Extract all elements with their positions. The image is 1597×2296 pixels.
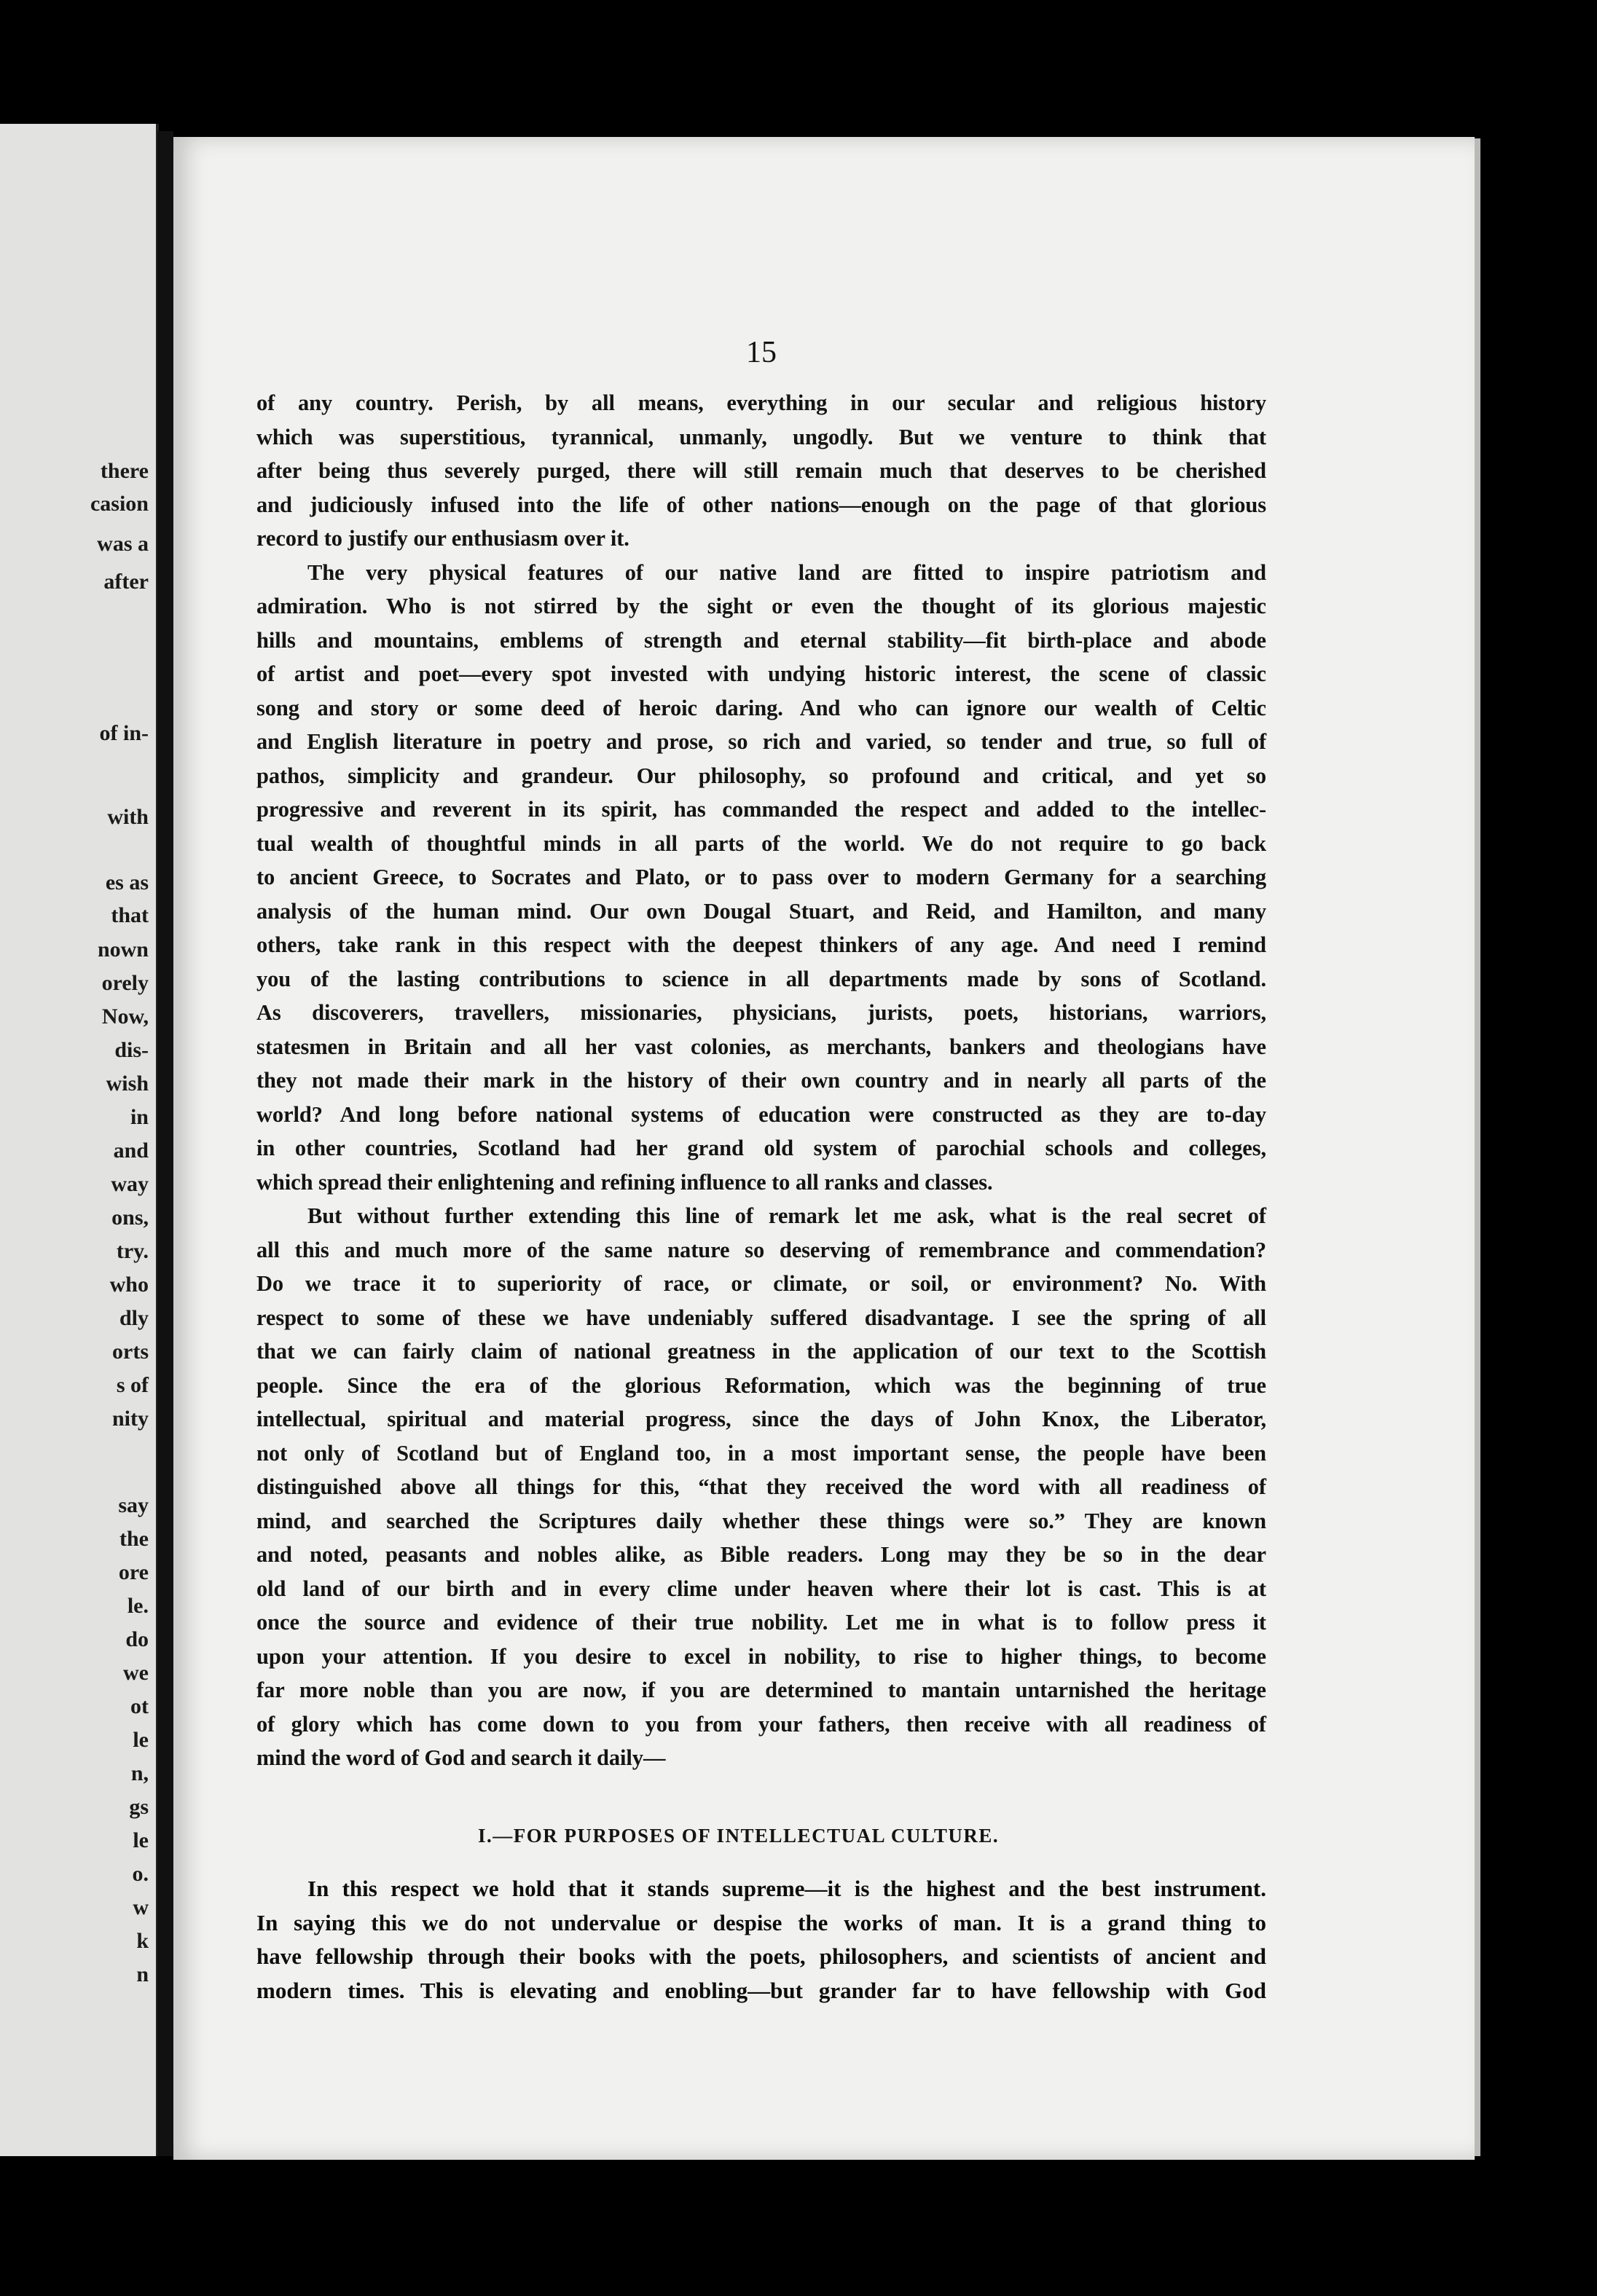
left-page-fragment: way xyxy=(111,1172,149,1196)
text-line: progressive and reverent in its spirit, has commanded the respect and added to the intellec- xyxy=(256,797,1266,822)
text-line: old land of our birth and in every clime under heaven where their lot is cast. This is at xyxy=(256,1576,1266,1601)
text-line: which was superstitious, tyrannical, unmanly, ungodly. But we venture to think that xyxy=(256,424,1266,449)
text-line: hills and mountains, emblems of strength and eternal stability—fit birth-place and abode xyxy=(256,627,1266,653)
text-line: have fellowship through their books with the poets, philosophers, and scientists of ancient and xyxy=(256,1943,1266,1969)
left-page-fragment: le xyxy=(133,1728,149,1752)
left-page-fragment: ore xyxy=(118,1560,149,1584)
text-line: respect to some of these we have undeniably suffered disadvantage. I see the spring of all xyxy=(256,1305,1266,1330)
page-edge xyxy=(1475,138,1480,2156)
left-page-fragment: nity xyxy=(111,1407,149,1431)
left-page-fragment: who xyxy=(109,1273,149,1297)
text-line: and judiciously infused into the life of other nations—enough on the page of that glorious xyxy=(256,492,1266,517)
left-page-fragment: le xyxy=(133,1828,149,1852)
text-line: tual wealth of thoughtful minds in all parts of the world. We do not require to go back xyxy=(256,830,1266,856)
left-page-fragment: n, xyxy=(130,1761,149,1785)
text-line: once the source and evidence of their true nobility. Let me in what is to follow press it xyxy=(256,1610,1266,1635)
section-heading: I.—FOR PURPOSES OF INTELLECTUAL CULTURE. xyxy=(478,1825,1000,1847)
left-page-fragment: try. xyxy=(116,1239,149,1263)
text-line: upon your attention. If you desire to excel in nobility, to rise to higher things, to become xyxy=(256,1643,1266,1669)
left-page-fragment: casion xyxy=(90,492,149,516)
left-page-fragment: dis- xyxy=(114,1038,149,1062)
text-line: intellectual, spiritual and material progress, since the days of John Knox, the Liberator, xyxy=(256,1407,1266,1431)
left-page-fragment: was a xyxy=(97,532,149,556)
text-line: which spread their enlightening and refining influence to all ranks and classes. xyxy=(256,1169,993,1195)
text-line: distinguished above all things for this, “that they received the word with all readiness of xyxy=(256,1474,1266,1499)
text-line: far more noble than you are now, if you are determined to mantain untarnished the heritage xyxy=(256,1678,1266,1702)
left-page-fragment: Now, xyxy=(101,1004,149,1029)
page-number: 15 xyxy=(746,336,777,369)
left-facing-page xyxy=(0,124,159,2156)
left-page-fragment: gs xyxy=(129,1795,149,1819)
text-line: record to justify our enthusiasm over it. xyxy=(256,526,629,551)
text-line: The very physical features of our native land are fitted to inspire patriotism and xyxy=(307,559,1266,585)
paragraph xyxy=(256,1872,1266,2008)
text-line: As discoverers, travellers, missionaries, physicians, jurists, poets, historians, warriors, xyxy=(256,1000,1266,1025)
left-page-fragment: ot xyxy=(130,1694,149,1718)
body-text xyxy=(256,386,1266,1775)
left-page-fragment: wish xyxy=(106,1072,149,1096)
text-line: of any country. Perish, by all means, everything in our secular and religious history xyxy=(256,390,1266,415)
text-line: that we can fairly claim of national greatness in the application of our text to the Scottish xyxy=(256,1339,1266,1364)
left-page-fragment: es as xyxy=(105,870,149,895)
left-page-fragment: le. xyxy=(127,1594,149,1618)
text-line: mind the word of God and search it daily— xyxy=(256,1745,666,1770)
text-line: Do we trace it to superiority of race, or climate, or soil, or environment? No. With xyxy=(256,1271,1266,1296)
text-line: they not made their mark in the history of their own country and in nearly all parts of the xyxy=(256,1068,1266,1093)
text-line: world? And long before national systems of education were constructed as they are to-day xyxy=(256,1101,1266,1127)
left-page-fragment: n xyxy=(136,1962,149,1986)
paragraph xyxy=(256,556,1266,1200)
text-line: after being thus severely purged, there will still remain much that deserves to be cherished xyxy=(256,458,1266,483)
text-line: mind, and searched the Scriptures daily whether these things were so.” They are known xyxy=(256,1508,1266,1533)
left-page-fragment: of in- xyxy=(99,721,149,745)
left-page-fragment: say xyxy=(118,1493,149,1517)
text-line: modern times. This is elevating and enobling—but grander far to have fellowship with God xyxy=(256,1977,1266,2003)
text-line: people. Since the era of the glorious Reformation, which was the beginning of true xyxy=(256,1372,1266,1398)
text-line: song and story or some deed of heroic daring. And who can ignore our wealth of Celtic xyxy=(256,695,1266,720)
left-page-fragment: orts xyxy=(112,1340,149,1364)
left-page-fragment: in xyxy=(130,1105,149,1129)
left-page-fragment: k xyxy=(136,1929,149,1953)
text-line: to ancient Greece, to Socrates and Plato, or to pass over to modern Germany for a searching xyxy=(256,865,1266,889)
text-line: not only of Scotland but of England too, in a most important sense, the people have been xyxy=(256,1440,1266,1466)
left-page-fragment: nown xyxy=(97,937,149,962)
left-page-fragment: after xyxy=(103,570,149,594)
book-gutter xyxy=(157,131,173,2156)
text-line: In this respect we hold that it stands supreme—it is the highest and the best instrument. xyxy=(307,1876,1266,1901)
left-page-fragment: dly xyxy=(119,1306,149,1330)
left-page-fragment: w xyxy=(133,1895,149,1919)
left-page-fragment: we xyxy=(123,1661,149,1685)
left-page-fragment: that xyxy=(111,903,149,927)
left-page-fragment: o. xyxy=(132,1862,149,1886)
left-page-fragment: s of xyxy=(116,1373,149,1397)
left-page-fragment: with xyxy=(107,805,149,829)
text-line: pathos, simplicity and grandeur. Our philosophy, so profound and critical, and yet so xyxy=(256,763,1266,788)
text-line: admiration. Who is not stirred by the sight or even the thought of its glorious majestic xyxy=(256,594,1266,618)
text-line: and noted, peasants and nobles alike, as Bible readers. Long may they be so in the dear xyxy=(256,1542,1266,1567)
paragraph xyxy=(256,1199,1266,1775)
text-line: all this and much more of the same nature so deserving of remembrance and commendation? xyxy=(256,1237,1266,1262)
text-line: you of the lasting contributions to science in all departments made by sons of Scotland. xyxy=(256,966,1266,991)
left-page-fragment: orely xyxy=(101,971,149,995)
left-page-fragment: do xyxy=(125,1627,149,1651)
left-page-fragment: ons, xyxy=(111,1206,149,1230)
text-line: in other countries, Scotland had her grand old system of parochial schools and colleges, xyxy=(256,1136,1266,1160)
left-page-fragment: there xyxy=(100,459,149,483)
text-line: analysis of the human mind. Our own Dougal Stuart, and Reid, and Hamilton, and many xyxy=(256,898,1266,924)
text-line: statesmen in Britain and all her vast colonies, as merchants, bankers and theologians have xyxy=(256,1034,1266,1059)
text-line: and English literature in poetry and prose, so rich and varied, so tender and true, so full of xyxy=(256,729,1266,754)
left-page-fragment: the xyxy=(119,1527,149,1551)
body-text-continued xyxy=(256,1872,1266,2008)
text-line: others, take rank in this respect with the deepest thinkers of any age. And need I remind xyxy=(256,932,1266,957)
text-line: In saying this we do not undervalue or despise the works of man. It is a grand thing to xyxy=(256,1909,1266,1935)
text-line: But without further extending this line of remark let me ask, what is the real secret of xyxy=(307,1203,1266,1228)
paragraph xyxy=(256,386,1266,556)
text-line: of artist and poet—every spot invested with undying historic interest, the scene of classic xyxy=(256,661,1266,686)
text-line: of glory which has come down to you from your fathers, then receive with all readiness of xyxy=(256,1711,1266,1737)
left-page-fragment: and xyxy=(113,1139,149,1163)
